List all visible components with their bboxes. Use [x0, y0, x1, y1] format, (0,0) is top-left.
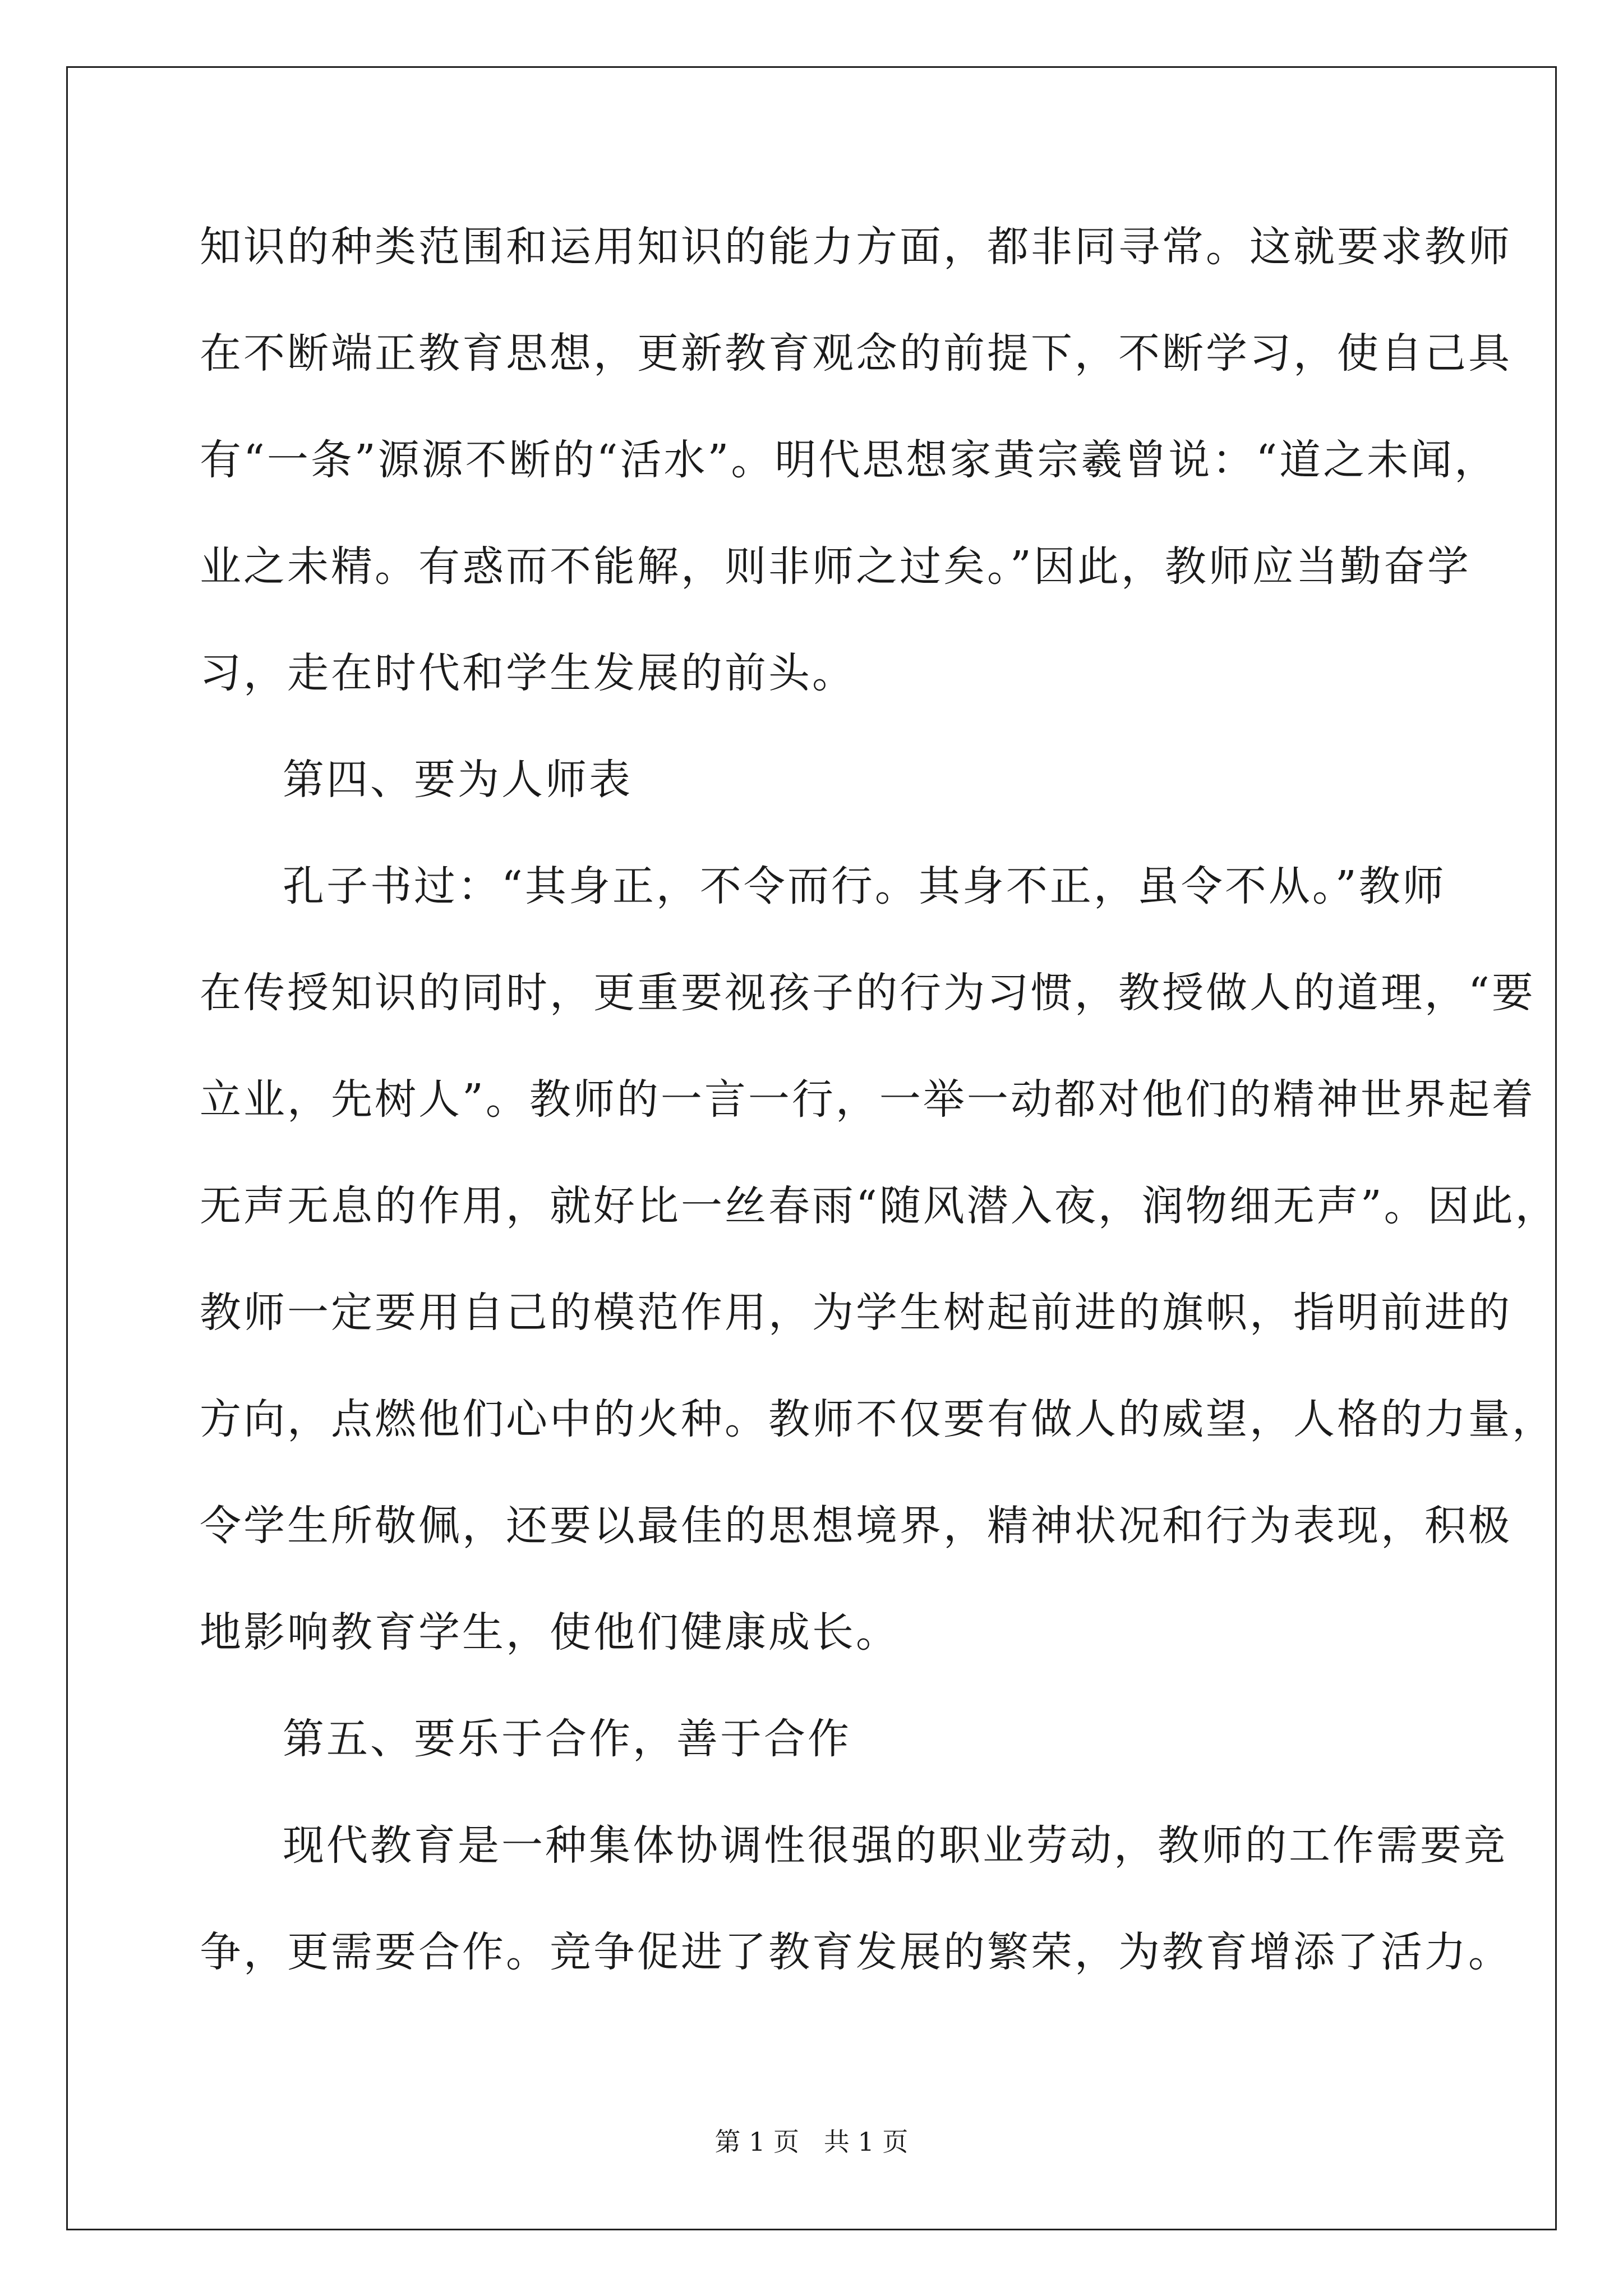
text-line: 现代教育是一种集体协调性很强的职业劳动，教师的工作需要竞: [283, 1821, 1507, 1870]
text-line: 业之未精。有惑而不能解，则非师之过矣。”因此，教师应当勤奋学: [200, 542, 1471, 591]
text-line: 方向，点燃他们心中的火种。教师不仅要有做人的威望，人格的力量，: [200, 1395, 1556, 1443]
text-line: 教师一定要用自己的模范作用，为学生树起前进的旗帜，指明前进的: [200, 1289, 1512, 1337]
text-line: 争，更需要合作。竞争促进了教育发展的繁荣，为教育增添了活力。: [200, 1928, 1512, 1976]
section-heading-5: 第五、要乐于合作，善于合作: [283, 1715, 851, 1763]
text-line: 知识的种类范围和运用知识的能力方面，都非同寻常。这就要求教师: [200, 223, 1512, 271]
text-line: 孔子书过：“其身正，不令而行。其身不正，虽令不从。”教师: [283, 862, 1446, 910]
page-number-footer: 第 1 页 共 1 页: [714, 2127, 909, 2157]
text-line: 在传授知识的同时，更重要视孩子的行为习惯，教授做人的道理，“要: [200, 969, 1536, 1017]
text-line: 令学生所敬佩，还要以最佳的思想境界，精神状况和行为表现，积极: [200, 1502, 1512, 1550]
text-line: 立业，先树人”。教师的一言一行，一举一动都对他们的精神世界起着: [200, 1075, 1536, 1124]
document-body: [200, 205, 1559, 2017]
text-line: 无声无息的作用，就好比一丝春雨“随风潜入夜，润物细无声”。因此，: [200, 1182, 1559, 1230]
text-line: 习，走在时代和学生发展的前头。: [200, 649, 856, 697]
section-heading-4: 第四、要为人师表: [283, 756, 633, 804]
text-line: 地影响教育学生，使他们健康成长。: [200, 1608, 900, 1657]
text-line: 有“一条”源源不断的“活水”。明代思想家黄宗羲曾说：“道之未闻，: [200, 436, 1498, 484]
text-line: 在不断端正教育思想，更新教育观念的前提下，不断学习，使自己具: [200, 329, 1512, 378]
